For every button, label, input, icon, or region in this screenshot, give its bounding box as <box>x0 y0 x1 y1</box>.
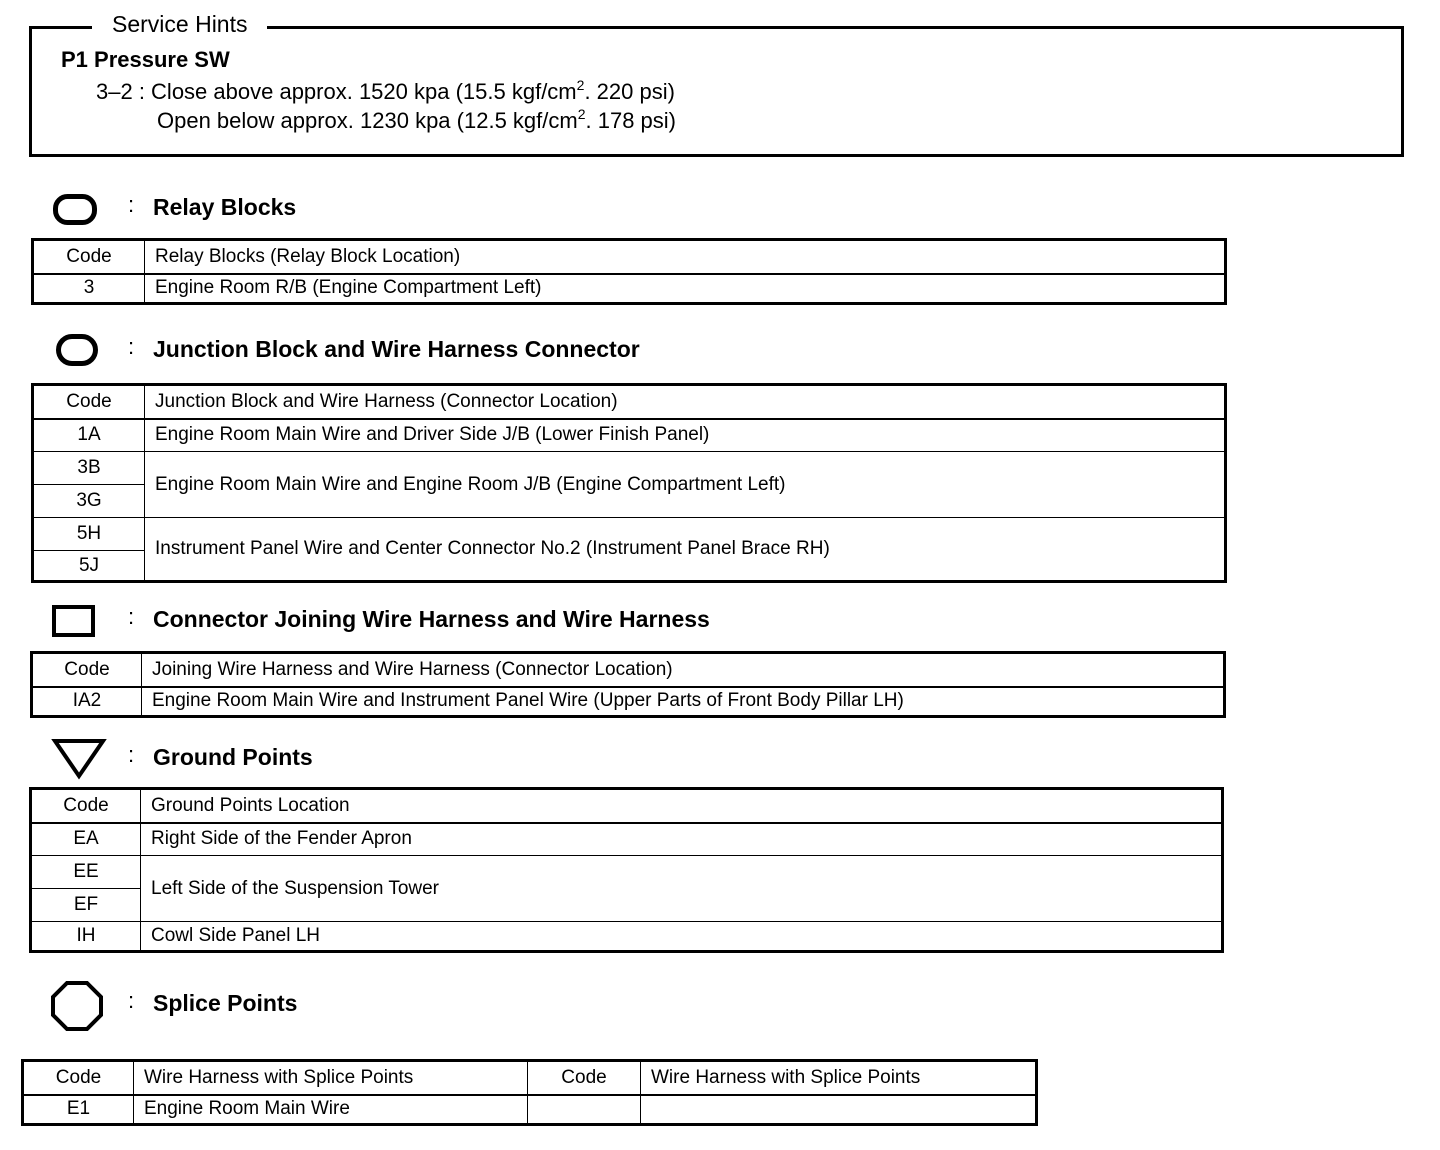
splice-points-table <box>21 1059 1038 1126</box>
location-header: Junction Block and Wire Harness (Connector Location) <box>145 385 1226 419</box>
relay-blocks-table <box>31 238 1227 305</box>
location-header: Ground Points Location <box>141 789 1223 823</box>
close-spec-superscript: 2 <box>576 77 585 93</box>
rectangle-icon <box>52 605 96 638</box>
open-spec-suffix: . 178 psi) <box>585 108 676 133</box>
code-header: Code <box>23 1061 134 1095</box>
splice-points-title: Splice Points <box>153 990 298 1016</box>
code-header: Code <box>31 789 141 823</box>
table-header-row <box>32 653 1225 687</box>
code-header: Code <box>528 1061 641 1095</box>
code-cell: 3B <box>33 452 145 485</box>
rounded-rectangle-icon <box>53 194 99 226</box>
service-hints-title: Service Hints <box>92 10 267 38</box>
ground-points-table <box>29 787 1224 953</box>
table-row <box>32 687 1225 717</box>
table-header-row <box>23 1061 1037 1095</box>
relay-blocks-colon: : <box>128 192 135 217</box>
code-cell: 3 <box>33 274 145 304</box>
relay-blocks-title: Relay Blocks <box>153 194 297 220</box>
close-spec-text: 3–2 : Close above approx. 1520 kpa (15.5 kgf/cm <box>96 79 577 104</box>
code-cell: EE <box>31 856 141 889</box>
code-cell: 5J <box>33 551 145 582</box>
inverted-triangle-icon <box>52 738 106 780</box>
location-cell: Left Side of the Suspension Tower <box>141 856 1223 922</box>
location-header: Joining Wire Harness and Wire Harness (Connector Location) <box>142 653 1225 687</box>
ground-points-colon: : <box>128 742 135 767</box>
octagon-icon <box>50 980 104 1032</box>
open-spec-superscript: 2 <box>577 106 586 122</box>
code-cell: EF <box>31 889 141 922</box>
table-row <box>23 1095 1037 1125</box>
code-header: Code <box>33 385 145 419</box>
ground-points-title: Ground Points <box>153 744 313 770</box>
location-cell: Engine Room Main Wire and Driver Side J/B (Lower Finish Panel) <box>145 419 1226 452</box>
location-cell: Cowl Side Panel LH <box>141 922 1223 952</box>
table-row <box>33 274 1226 304</box>
location-header: Relay Blocks (Relay Block Location) <box>145 240 1226 274</box>
code-header: Code <box>32 653 142 687</box>
code-cell: EA <box>31 823 141 856</box>
junction-blocks-colon: : <box>128 334 135 359</box>
code-cell: IA2 <box>32 687 142 717</box>
oval-icon <box>56 334 100 366</box>
location-cell: Engine Room Main Wire and Instrument Panel Wire (Upper Parts of Front Body Pillar LH) <box>142 687 1225 717</box>
junction-blocks-title: Junction Block and Wire Harness Connector <box>153 336 640 362</box>
table-row <box>33 452 1226 485</box>
wire-harness-cell <box>641 1095 1037 1125</box>
table-row <box>31 823 1223 856</box>
code-cell: IH <box>31 922 141 952</box>
connectors-colon: : <box>128 604 135 629</box>
open-spec-text: Open below approx. 1230 kpa (12.5 kgf/cm <box>157 108 578 133</box>
location-cell: Right Side of the Fender Apron <box>141 823 1223 856</box>
table-header-row <box>31 789 1223 823</box>
table-row <box>33 518 1226 551</box>
code-cell <box>528 1095 641 1125</box>
open-spec-line <box>157 107 676 135</box>
connectors-table <box>30 651 1226 718</box>
component-name: P1 Pressure SW <box>61 47 230 72</box>
table-row <box>31 922 1223 952</box>
wire-harness-cell: Engine Room Main Wire <box>134 1095 528 1125</box>
splice-points-colon: : <box>128 988 135 1013</box>
code-header: Code <box>33 240 145 274</box>
code-cell: 5H <box>33 518 145 551</box>
wire-harness-header: Wire Harness with Splice Points <box>134 1061 528 1095</box>
table-row <box>33 419 1226 452</box>
junction-blocks-table <box>31 383 1227 583</box>
table-row <box>31 856 1223 889</box>
location-cell: Instrument Panel Wire and Center Connector No.2 (Instrument Panel Brace RH) <box>145 518 1226 582</box>
code-cell: E1 <box>23 1095 134 1125</box>
close-spec-line <box>96 78 675 106</box>
connectors-title: Connector Joining Wire Harness and Wire Harness <box>153 606 710 632</box>
table-header-row <box>33 240 1226 274</box>
close-spec-suffix: . 220 psi) <box>584 79 675 104</box>
code-cell: 3G <box>33 485 145 518</box>
location-cell: Engine Room R/B (Engine Compartment Left) <box>145 274 1226 304</box>
location-cell: Engine Room Main Wire and Engine Room J/B (Engine Compartment Left) <box>145 452 1226 518</box>
table-header-row <box>33 385 1226 419</box>
wire-harness-header: Wire Harness with Splice Points <box>641 1061 1037 1095</box>
code-cell: 1A <box>33 419 145 452</box>
